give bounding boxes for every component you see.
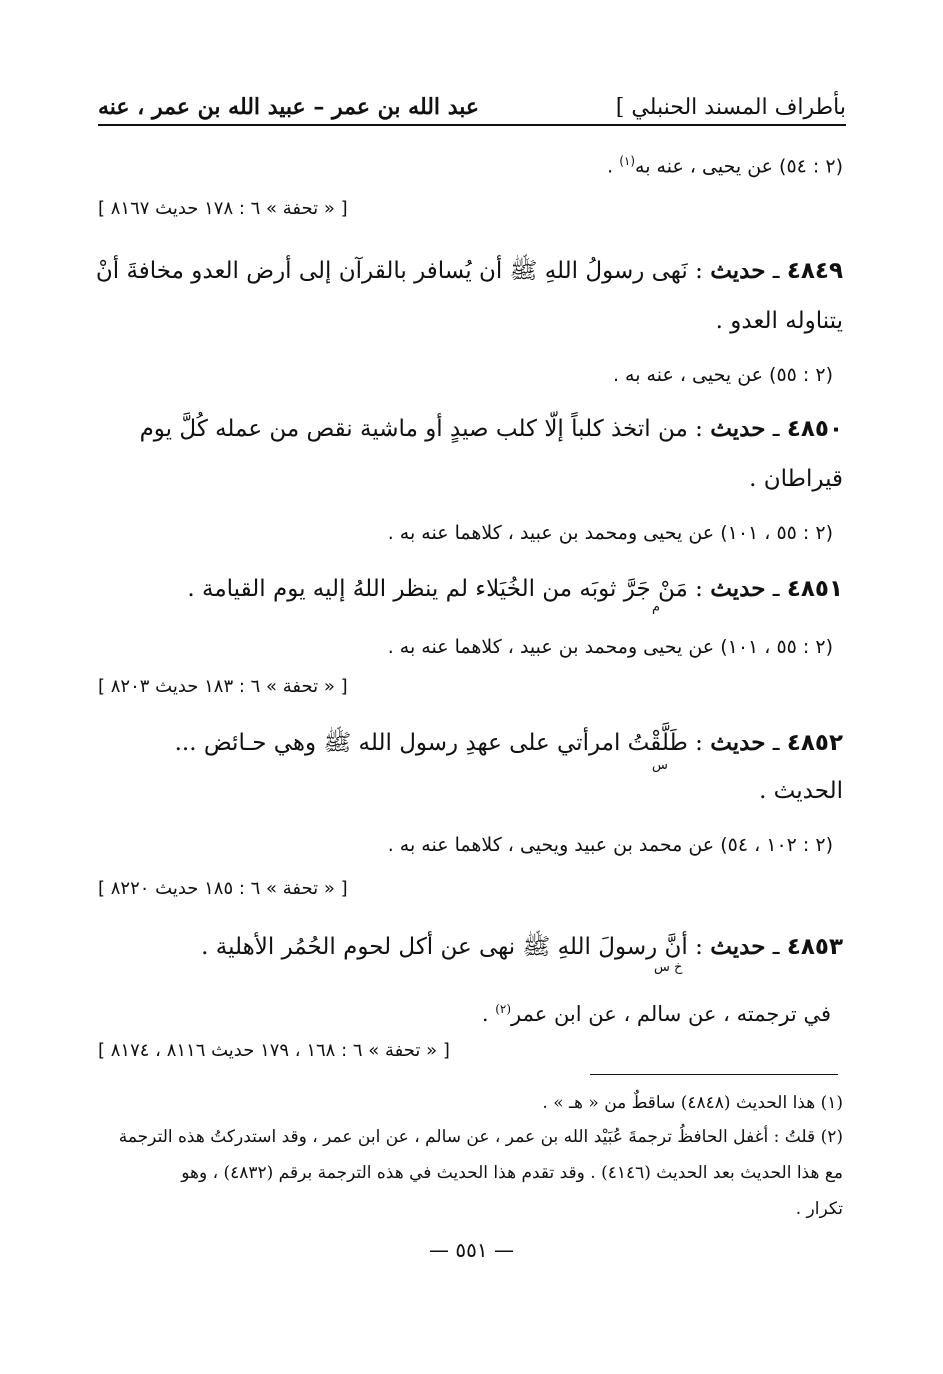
hadith-number: ٤٨٥٣ (786, 934, 843, 960)
hadith-4850-line2: قيراطان . (749, 466, 843, 492)
dash: ـ (765, 730, 787, 756)
hadith-number: ٤٨٥٢ (786, 730, 843, 756)
hadith-4851-line1 (187, 574, 843, 604)
dash: ـ (765, 258, 787, 284)
hadith-4853-line1 (201, 932, 843, 962)
tohfa-citation: [ « تحفة » ٦ : ١٦٨ ، ١٧٩ حديث ٨١١٦ ، ٨١٧٤ ] (98, 1040, 450, 1061)
footnote-2-line1: (٢) قلتُ : أغفل الحافظُ ترجمةَ عُبَيْد الله بن عمر ، عن سالم ، عن ابن عمر ، وقد استدركتُ هذه الترجمة (118, 1127, 843, 1147)
source-sigla: س (652, 758, 668, 773)
translation-note: في ترجمته ، عن سالم ، عن ابن عمر (511, 1002, 831, 1026)
footnote-mark: (١) (619, 154, 636, 168)
source-sigla: م (652, 600, 661, 615)
tohfa-citation: [ « تحفة » ٦ : ١٧٨ حديث ٨١٦٧ ] (98, 198, 348, 219)
entry-ref-line (607, 146, 843, 181)
hadith-text: : أنَّ رسولَ اللهِ ﷺ نهى عن أكل لحوم الحُمُر الأهلية . (201, 934, 711, 960)
hadith-text: : نَهى رسولُ اللهِ ﷺ أن يُسافر بالقرآن إلى أرض العدو مخافةَ أنْ (95, 258, 711, 284)
hadith-4849-line2: يتناوله العدو . (715, 308, 843, 334)
source-sigla: خ س (654, 960, 683, 975)
tohfa-citation: [ « تحفة » ٦ : ١٨٣ حديث ٨٢٠٣ ] (98, 676, 348, 697)
tohfa-citation: [ « تحفة » ٦ : ١٨٥ حديث ٨٢٢٠ ] (98, 878, 348, 899)
hadith-keyword: حديث (710, 575, 766, 602)
footnote-2-line3: تكرار . (795, 1199, 843, 1219)
hadith-4852-line2: الحديث . (759, 778, 843, 804)
hadith-number: ٤٨٥١ (786, 576, 843, 602)
hadith-4850-line1 (140, 414, 843, 444)
hadith-keyword: حديث (710, 933, 766, 960)
dash: ـ (765, 576, 787, 602)
book-title: بأطراف المسند الحنبلي ] (615, 95, 846, 120)
footnote-2-line2: مع هذا الحديث بعد الحديث (٤١٤٦) . وقد تقدم هذا الحديث في هذه الترجمة برقم (٤٨٣٢) ، وهو (181, 1163, 843, 1183)
footnote-divider (590, 1074, 838, 1075)
hadith-4851-ref: (٢ : ٥٥ ، ١٠١) عن يحيى ومحمد بن عبيد ، كلاهما عنه به . (387, 636, 833, 658)
hadith-keyword: حديث (710, 257, 766, 284)
header-divider (98, 124, 846, 126)
hadith-text: : طَلَّقْتُ امرأتي على عهدِ رسول الله ﷺ وهي حـائض ... (174, 730, 711, 756)
hadith-4853-line2 (482, 994, 831, 1029)
footnote-mark: (٢) (495, 1002, 512, 1016)
hadith-4852-line1 (175, 728, 843, 758)
section-title: عبد الله بن عمر – عبيد الله بن عمر ، عنه (98, 94, 480, 120)
hadith-4849-ref: (٢ : ٥٥) عن يحيى ، عنه به . (612, 364, 833, 386)
ref-end: . (607, 155, 620, 178)
dash: ـ (765, 934, 787, 960)
running-header (98, 86, 846, 120)
ref-text: (٢ : ٥٤) عن يحيى ، عنه به (635, 155, 843, 178)
note-end: . (481, 1002, 496, 1026)
hadith-number: ٤٨٤٩ (786, 258, 843, 284)
hadith-4850-ref: (٢ : ٥٥ ، ١٠١) عن يحيى ومحمد بن عبيد ، كلاهما عنه به . (387, 522, 833, 544)
footnote-1: (١) هذا الحديث (٤٨٤٨) ساقطٌ من « هـ » . (542, 1093, 843, 1113)
hadith-text: : من اتخذ كلباً إلّا كلب صيدٍ أو ماشية نقص من عمله كُلَّ يوم (139, 416, 711, 442)
hadith-4849-line1 (96, 256, 843, 286)
hadith-keyword: حديث (710, 729, 766, 756)
hadith-keyword: حديث (710, 415, 766, 442)
hadith-number: ٤٨٥٠ (786, 416, 843, 442)
hadith-4852-ref: (٢ : ١٠٢ ، ٥٤) عن محمد بن عبيد ويحيى ، كلاهما عنه به . (387, 834, 833, 856)
page-number: — ٥٥١ — (429, 1238, 514, 1262)
dash: ـ (765, 416, 787, 442)
hadith-text: : مَنْ جَرَّ ثوبَه من الخُيَلاء لم ينظر اللهُ إليه يوم القيامة . (187, 576, 711, 602)
